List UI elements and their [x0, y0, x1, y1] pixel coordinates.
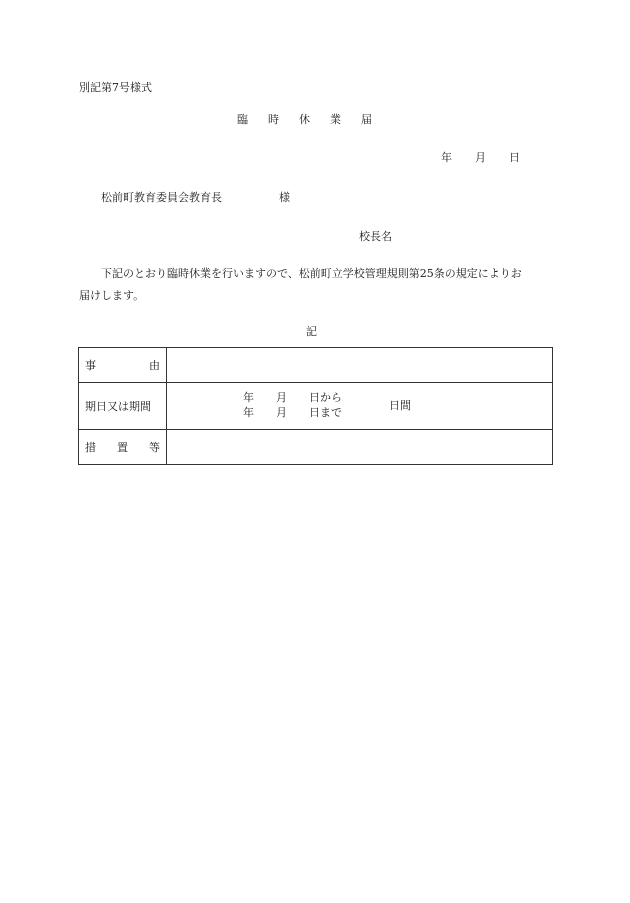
recipient: 松前町教育委員会教育長: [101, 191, 222, 204]
period-from-line: [243, 392, 342, 403]
measures-label: [79, 430, 167, 465]
from-day-label: 日から: [309, 391, 342, 404]
title-char: 時: [268, 113, 279, 126]
title-char: 届: [361, 113, 372, 126]
title-char: 臨: [237, 113, 248, 126]
period-to-line: [243, 407, 342, 418]
reason-label: [79, 348, 167, 383]
period-label-text: 期日又は期間: [85, 400, 151, 413]
title-char: 業: [330, 113, 341, 126]
measures-label-char: 等: [149, 441, 160, 454]
document-title: [237, 114, 372, 125]
period-label: [79, 383, 167, 430]
table-row-period: [79, 383, 553, 430]
details-table: [78, 347, 553, 465]
title-char: 休: [299, 113, 310, 126]
from-year-label: 年: [243, 391, 254, 404]
date-line: [441, 152, 520, 163]
date-year-label: 年: [441, 151, 452, 164]
to-month-label: 月: [276, 406, 287, 419]
measures-label-char: 置: [117, 441, 128, 454]
reason-label-char: 由: [149, 359, 160, 372]
to-year-label: 年: [243, 406, 254, 419]
date-day-label: 日: [509, 151, 520, 164]
form-number: 別記第7号様式: [79, 81, 152, 94]
period-field[interactable]: [167, 383, 553, 430]
period-days-label: 日間: [389, 399, 411, 412]
recipient-honorific: 様: [279, 191, 290, 204]
from-month-label: 月: [276, 391, 287, 404]
reason-label-char: 事: [85, 359, 96, 372]
body-text-line-1: 下記のとおり臨時休業を行いますので、松前町立学校管理規則第25条の規定によりお: [101, 267, 522, 280]
to-day-label: 日まで: [309, 406, 342, 419]
body-text-line-2: 届けします。: [79, 289, 145, 302]
date-month-label: 月: [475, 151, 486, 164]
reason-field[interactable]: [167, 348, 553, 383]
principal-name-label: 校長名: [359, 230, 392, 243]
table-row-measures: [79, 430, 553, 465]
measures-label-char: 措: [85, 441, 96, 454]
table-row-reason: [79, 348, 553, 383]
measures-field[interactable]: [167, 430, 553, 465]
ki-heading: 記: [306, 325, 317, 338]
